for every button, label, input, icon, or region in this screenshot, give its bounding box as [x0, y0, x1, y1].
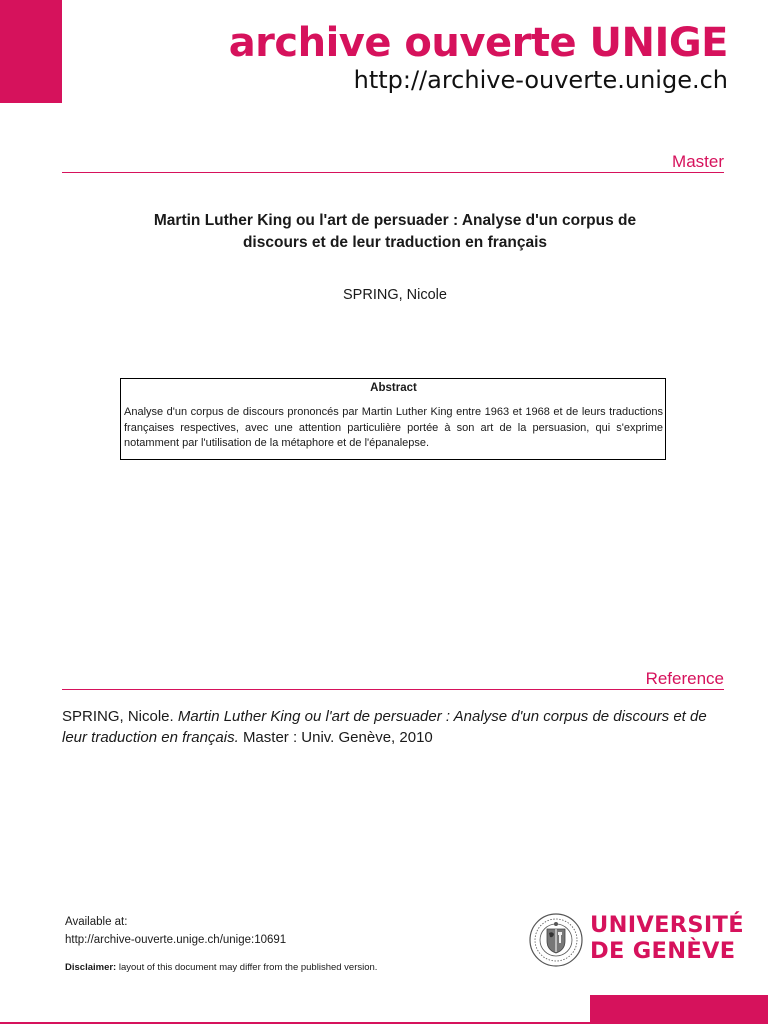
disclaimer-text: layout of this document may differ from the published version. [118, 962, 378, 973]
reference-citation [62, 706, 712, 748]
university-name-line2: DE GENÈVE [590, 938, 736, 964]
abstract-heading: Abstract [370, 382, 417, 394]
university-seal-icon [528, 912, 584, 968]
available-url[interactable]: http://archive-ouverte.unige.ch/unige:10691 [65, 934, 287, 946]
available-label: Available at: [65, 916, 128, 928]
disclaimer-label: Disclaimer: [65, 962, 117, 973]
document-author: SPRING, Nicole [343, 287, 447, 303]
brand-corner-top-left [0, 0, 62, 103]
document-type-label: Master [672, 152, 724, 171]
brand-corner-bottom-right [590, 995, 768, 1024]
archive-url[interactable]: http://archive-ouverte.unige.ch [353, 66, 728, 94]
university-name [590, 912, 744, 964]
university-name-line1: UNIVERSITÉ [590, 912, 744, 938]
document-type-divider [62, 172, 724, 173]
reference-label: Reference [645, 669, 724, 688]
archive-title: archive ouverte UNIGE [228, 20, 728, 66]
reference-author: SPRING, Nicole. [62, 708, 174, 725]
document-title: Martin Luther King ou l'art de persuader : Analyse d'un corpus de discours et de leur traduction en français [153, 212, 637, 251]
reference-details: Master : Univ. Genève, 2010 [242, 729, 433, 746]
reference-title: Martin Luther King ou l'art de persuader : Analyse d'un corpus de discours et de leur traduction en français. [62, 708, 707, 746]
disclaimer [65, 962, 377, 973]
reference-divider [62, 689, 724, 690]
abstract-text: Analyse d'un corpus de discours prononcés par Martin Luther King entre 1963 et 1968 et de leurs traductions françaises respectives, avec une attention particulière portée à son art de la persuasion, qui s'exprime notamment par l'utilisation de la métaphore et de l'épanalepse. [124, 406, 663, 449]
abstract-box [120, 378, 666, 460]
